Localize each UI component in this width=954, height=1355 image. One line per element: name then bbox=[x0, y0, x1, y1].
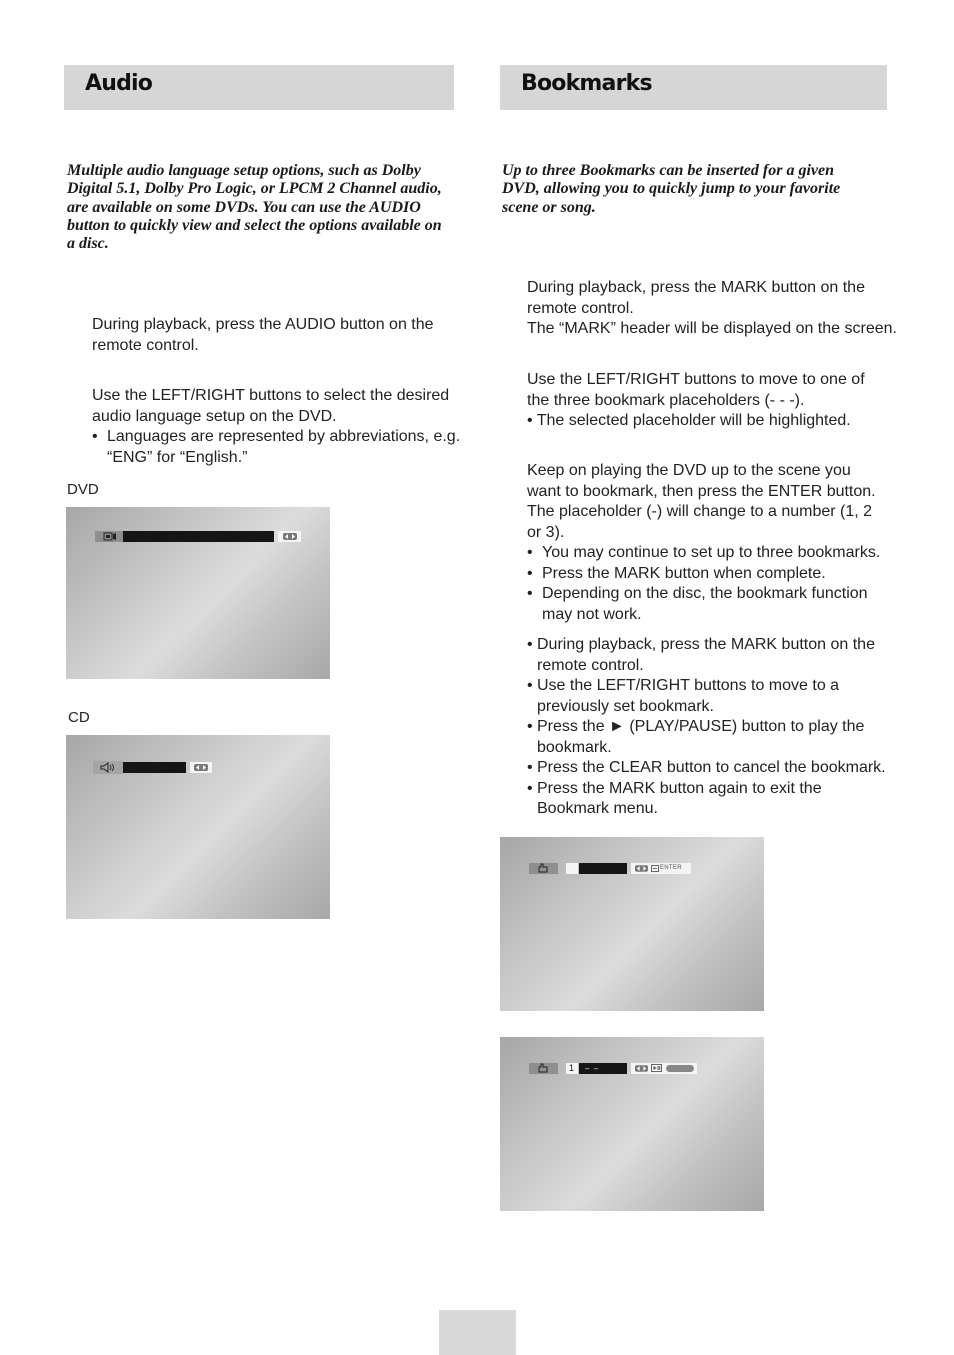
dvd-label: DVD bbox=[67, 481, 99, 498]
osd-bookmark-bar bbox=[579, 863, 627, 874]
cd-audio-screen bbox=[66, 735, 330, 919]
bullet-dot: • bbox=[92, 428, 98, 445]
bookmarks-section-header bbox=[500, 65, 887, 110]
left-right-arrows-icon bbox=[635, 865, 648, 872]
list-item: • Press the CLEAR button to cancel the bookmark. bbox=[527, 759, 886, 776]
list-item: • You may continue to set up to three bookmarks. bbox=[527, 544, 881, 561]
osd-bookmark-index bbox=[566, 1063, 578, 1074]
osd-audio-bar bbox=[123, 762, 186, 773]
left-right-arrows-icon bbox=[194, 764, 208, 771]
list-item: • Press the ► (PLAY/PAUSE) button to play the bookmark. bbox=[527, 718, 865, 756]
osd-bookmark-bar bbox=[579, 1063, 627, 1074]
speaker-icon bbox=[100, 762, 116, 773]
list-item: • Press the MARK button again to exit the Bookmark menu. bbox=[527, 779, 822, 817]
bookmarks-title: Bookmarks bbox=[521, 71, 652, 96]
osd-controls-box bbox=[631, 1063, 697, 1074]
bookmarks-step-1-b: The “MARK” header will be displayed on the screen. bbox=[527, 320, 897, 337]
bookmarks-step-1 bbox=[527, 278, 897, 340]
enter-label: ENTER bbox=[660, 865, 682, 871]
bookmark-hand-icon bbox=[537, 863, 549, 873]
audio-intro: Multiple audio language setup options, such as Dolby Digital 5.1, Dolby Pro Logic, or LPCM 2 Channel audio, are available on some DVDs. You can use the AUDIO button to quickly view and select the options available on a disc. bbox=[67, 162, 442, 253]
bookmark-placeholders: – – bbox=[585, 1064, 599, 1073]
osd-icon-box bbox=[95, 531, 123, 542]
list-item: • During playback, press the MARK button on the remote control. bbox=[527, 636, 875, 674]
left-right-arrows-icon bbox=[283, 533, 297, 540]
bookmarks-recall-notes bbox=[527, 635, 887, 820]
cd-label: CD bbox=[68, 709, 90, 726]
list-item: • Press the MARK button when complete. bbox=[527, 564, 826, 582]
osd-arrow-box bbox=[278, 531, 301, 542]
osd-icon-box bbox=[529, 1063, 558, 1074]
bookmark-index: 1 bbox=[569, 1063, 575, 1073]
left-right-arrows-icon bbox=[635, 1065, 648, 1072]
bookmarks-intro: Up to three Bookmarks can be inserted for a given DVD, allowing you to quickly jump to your favorite scene or song. bbox=[502, 162, 841, 216]
audio-section-header bbox=[64, 65, 454, 110]
bookmarks-step-1-text: During playback, press the MARK button on the remote control. bbox=[527, 279, 865, 317]
list-item: • Use the LEFT/RIGHT buttons to move to a previously set bookmark. bbox=[527, 677, 840, 715]
bookmarks-step-2-text: Use the LEFT/RIGHT buttons to move to one of the three bookmark placeholders (- - -). bbox=[527, 371, 865, 409]
bookmarks-step-3-text: Keep on playing the DVD up to the scene you want to bookmark, then press the ENTER button. The placeholder (-) will change to a number (1, 2 or 3). bbox=[527, 462, 876, 541]
osd-controls-box bbox=[631, 863, 691, 874]
bookmarks-step-2-note: • The selected placeholder will be highlighted. bbox=[527, 412, 851, 429]
page-number-box bbox=[439, 1310, 516, 1355]
audio-step-1: During playback, press the AUDIO button on the remote control. bbox=[92, 316, 434, 354]
audio-step-2-note-text: Languages are represented by abbreviations, e.g. “ENG” for “English.” bbox=[107, 428, 461, 466]
bookmarks-step-3 bbox=[527, 461, 887, 625]
bookmarks-step-2 bbox=[527, 370, 889, 432]
osd-audio-bar bbox=[123, 531, 274, 542]
dvd-audio-screen bbox=[66, 507, 330, 679]
osd-placeholder-box bbox=[566, 863, 578, 874]
bookmark-screen-2 bbox=[500, 1037, 764, 1211]
list-item: • Depending on the disc, the bookmark function may not work. bbox=[527, 585, 868, 623]
audio-step-2-note bbox=[92, 427, 472, 468]
osd-icon-box bbox=[93, 761, 123, 774]
osd-icon-box bbox=[529, 863, 558, 874]
audio-menu-icon bbox=[103, 532, 117, 541]
audio-step-2: Use the LEFT/RIGHT buttons to select the desired audio language setup on the DVD. bbox=[92, 387, 450, 425]
bookmark-hand-icon bbox=[537, 1063, 549, 1073]
play-pause-icon bbox=[651, 1064, 662, 1072]
bookmark-screen-1 bbox=[500, 837, 764, 1011]
osd-arrow-box bbox=[190, 762, 212, 773]
enter-icon bbox=[651, 865, 659, 872]
progress-pill bbox=[666, 1065, 694, 1072]
audio-title: Audio bbox=[85, 71, 153, 96]
